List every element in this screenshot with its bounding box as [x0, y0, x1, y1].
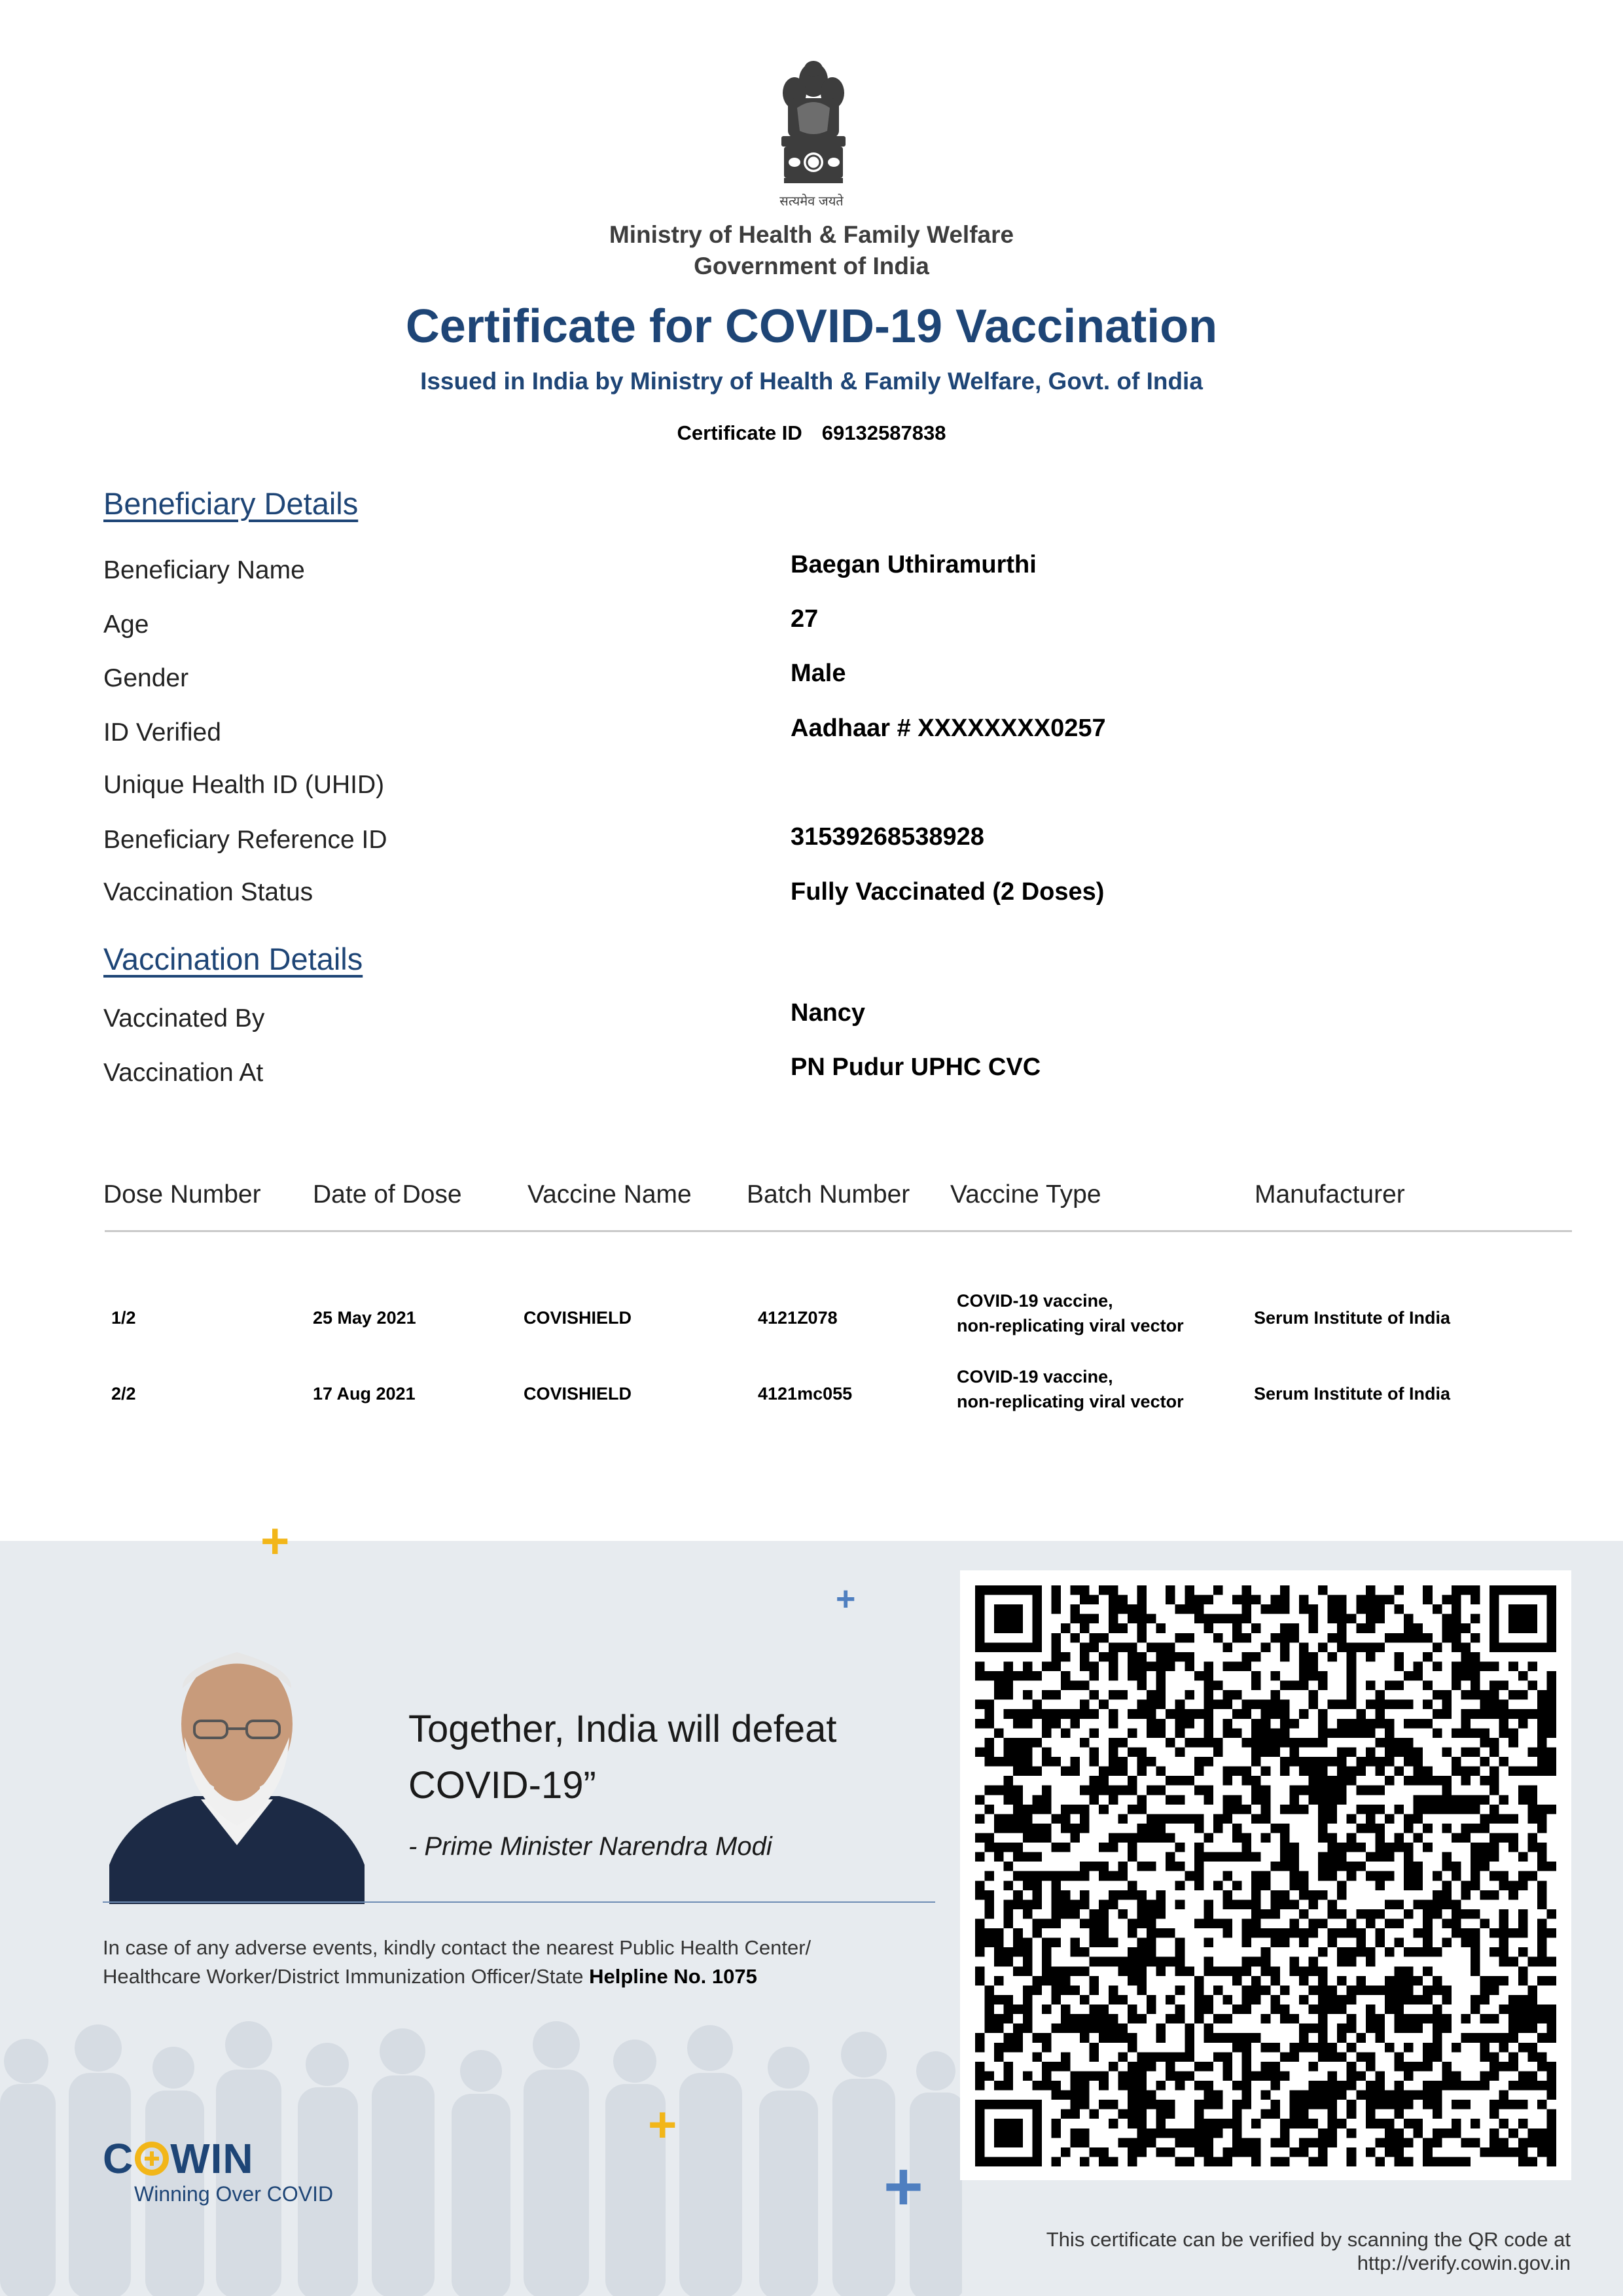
quote-divider	[103, 1901, 935, 1903]
id-verified-label: ID Verified	[103, 718, 221, 747]
cowin-logo-icon	[103, 2134, 254, 2183]
beneficiary-section-title: Beneficiary Details	[103, 486, 359, 521]
reference-id-value: 31539268538928	[791, 823, 984, 851]
table-divider	[105, 1230, 1572, 1232]
dose-1-vaccine-type-line1: COVID-19 vaccine,	[957, 1291, 1113, 1311]
verify-url[interactable]: http://verify.cowin.gov.in	[1357, 2252, 1571, 2274]
beneficiary-name-label: Beneficiary Name	[103, 556, 305, 584]
dose-2-batch: 4121mc055	[758, 1384, 853, 1404]
cowin-logo-c: C	[103, 2135, 134, 2182]
dose-1-vaccine-name: COVISHIELD	[524, 1308, 632, 1328]
cowin-plus-icon	[135, 2142, 169, 2176]
reference-id-label: Beneficiary Reference ID	[103, 826, 387, 854]
dose-2-manufacturer: Serum Institute of India	[1254, 1384, 1451, 1404]
beneficiary-name-value: Baegan Uthiramurthi	[791, 551, 1037, 578]
certificate-id-label: Certificate ID	[677, 421, 802, 444]
th-manufacturer: Manufacturer	[1255, 1180, 1405, 1209]
dose-2-date: 17 Aug 2021	[313, 1384, 416, 1404]
dose-2-number: 2/2	[111, 1384, 136, 1404]
cowin-logo-rest: WIN	[170, 2135, 254, 2182]
verification-note	[851, 2228, 1571, 2275]
adverse-events-note	[103, 1934, 954, 1991]
dose-1-number: 1/2	[111, 1308, 136, 1328]
quote-attribution: - Prime Minister Narendra Modi	[408, 1832, 772, 1861]
plus-icon: +	[883, 2149, 923, 2225]
ministry-line-1: Ministry of Health & Family Welfare	[609, 221, 1014, 248]
vaccination-section-title: Vaccination Details	[103, 942, 363, 976]
dose-1-date: 25 May 2021	[313, 1308, 416, 1328]
plus-icon: +	[836, 1580, 856, 1618]
qr-modules	[975, 1585, 1556, 2166]
ministry-heading	[0, 219, 1623, 282]
qr-code-icon[interactable]	[975, 1585, 1556, 2166]
dose-2-vaccine-name: COVISHIELD	[524, 1384, 632, 1404]
quote-line-2: COVID-19”	[408, 1764, 596, 1807]
gender-value: Male	[791, 660, 846, 687]
national-emblem-icon	[771, 59, 856, 213]
vaccination-at-value: PN Pudur UPHC CVC	[791, 1053, 1041, 1081]
age-value: 27	[791, 605, 819, 633]
dose-1-manufacturer: Serum Institute of India	[1254, 1308, 1451, 1328]
certificate-id-value: 69132587838	[821, 421, 946, 444]
plus-icon: +	[260, 1513, 290, 1569]
vaccination-at-label: Vaccination At	[103, 1059, 264, 1087]
th-date-of-dose: Date of Dose	[313, 1180, 462, 1209]
vaccinated-by-label: Vaccinated By	[103, 1004, 265, 1033]
vaccinated-by-value: Nancy	[791, 999, 866, 1027]
dose-2-vaccine-type	[957, 1364, 1184, 1414]
emblem-motto: सत्यमेव जयते	[779, 194, 844, 209]
prime-minister-photo	[103, 1649, 371, 1904]
page-title: Certificate for COVID-19 Vaccination	[405, 300, 1218, 353]
adverse-line-2-text: Healthcare Worker/District Immunization Officer/State	[103, 1965, 584, 1988]
dose-1-batch: 4121Z078	[758, 1308, 838, 1328]
adverse-line-2	[103, 1962, 954, 1991]
th-vaccine-type: Vaccine Type	[950, 1180, 1101, 1209]
th-batch-number: Batch Number	[747, 1180, 910, 1209]
verify-line-1: This certificate can be verified by scanning the QR code at	[1046, 2228, 1571, 2251]
age-label: Age	[103, 610, 149, 639]
dose-1-vaccine-type	[957, 1288, 1184, 1338]
vaccination-status-value: Fully Vaccinated (2 Doses)	[791, 878, 1105, 906]
dose-2-vaccine-type-line2: non-replicating viral vector	[957, 1392, 1184, 1411]
qr-finder-pattern	[980, 1590, 1037, 1647]
th-vaccine-name: Vaccine Name	[527, 1180, 692, 1209]
quote-text	[408, 1701, 906, 1814]
uhid-label: Unique Health ID (UHID)	[103, 771, 385, 799]
vaccination-status-label: Vaccination Status	[103, 878, 313, 906]
plus-icon: +	[648, 2097, 677, 2153]
qr-finder-pattern	[980, 2104, 1037, 2161]
th-dose-number: Dose Number	[103, 1180, 261, 1209]
dose-1-vaccine-type-line2: non-replicating viral vector	[957, 1316, 1184, 1335]
qr-finder-pattern	[1494, 1590, 1551, 1647]
page-subtitle: Issued in India by Ministry of Health & Family Welfare, Govt. of India	[420, 368, 1203, 395]
ministry-line-2: Government of India	[694, 253, 929, 279]
id-verified-value: Aadhaar # XXXXXXXX0257	[791, 715, 1106, 742]
gender-label: Gender	[103, 664, 189, 692]
adverse-line-1: In case of any adverse events, kindly contact the nearest Public Health Center/	[103, 1936, 812, 1959]
helpline-number: Helpline No. 1075	[589, 1965, 757, 1988]
certificate-id	[0, 421, 1623, 445]
dose-2-vaccine-type-line1: COVID-19 vaccine,	[957, 1367, 1113, 1386]
quote-line-1: Together, India will defeat	[408, 1708, 837, 1750]
cowin-tagline: Winning Over COVID	[134, 2182, 334, 2206]
